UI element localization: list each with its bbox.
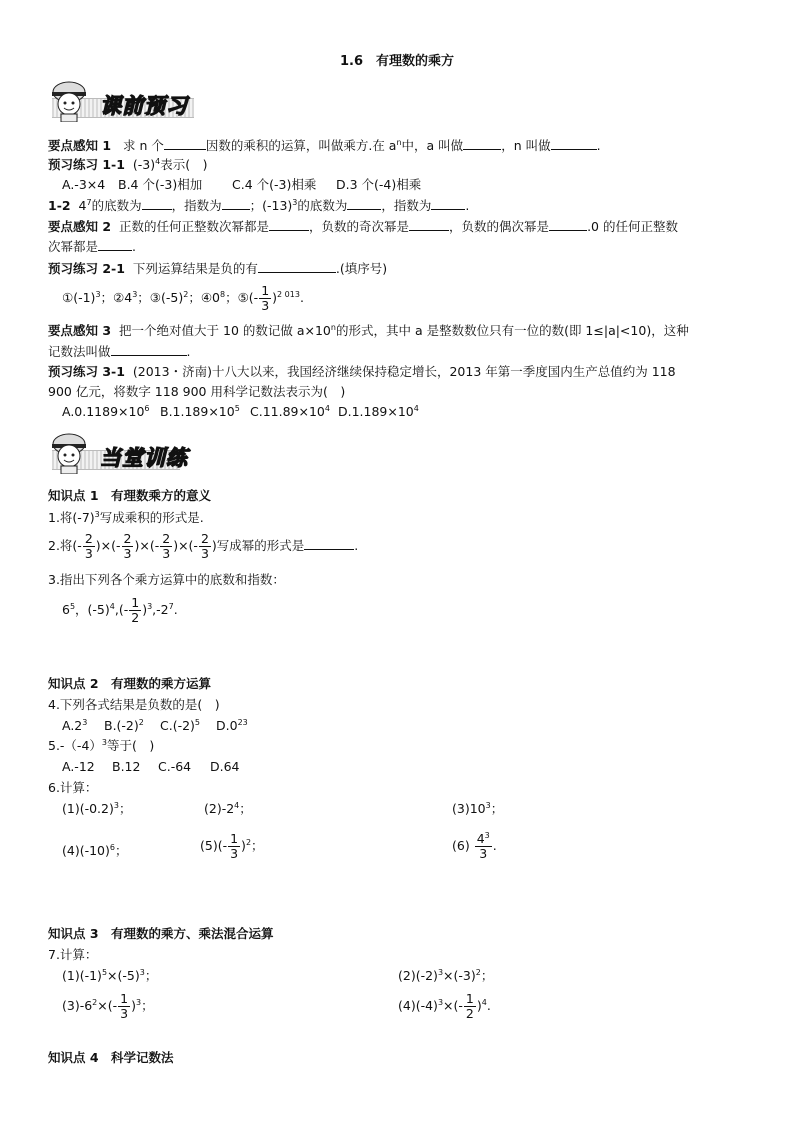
- option-d: D.3 个(-4)相乘: [336, 177, 422, 192]
- option-a: $A.0.1189\times 10^6$: [62, 403, 150, 419]
- preview-exercise-1-2: 1-2 $4^7$的底数为 ，指数为 ；$(-13)^3$的底数为 ，指数为 .: [48, 197, 470, 213]
- question-4: 4.下列各式结果是负数的是( ): [48, 697, 220, 712]
- q6-item-4: $(4)(-10)^6$；: [62, 842, 128, 858]
- banner-classroom: [44, 430, 204, 474]
- preview-exercise-3-1: 预习练习 3-1 (2013・济南)十八大以来，我国经济继续保持稳定增长，2013 年第一季度国内生产总值约为 118: [48, 364, 676, 379]
- cartoon-boy-icon: [44, 78, 94, 122]
- option-c: $C.(-2)^5$: [160, 717, 201, 733]
- option-c: C.-64: [158, 759, 192, 774]
- option-b: $B.1.189\times 10^5$: [160, 403, 240, 419]
- question-6: 6.计算：: [48, 780, 98, 795]
- q7-item-2: $(2)(-2)^3\times(-3)^2$；: [398, 967, 494, 983]
- option-d: $D.0^{23}$: [216, 717, 248, 733]
- option-a: A.-12: [62, 759, 95, 774]
- option-d: $D.1.189\times 10^4$: [338, 403, 419, 419]
- page-title: 1.6 有理数的乘方: [340, 54, 455, 69]
- option-a: $A.2^3$: [62, 717, 88, 733]
- kp4-heading: 知识点 4 科学记数法: [48, 1050, 174, 1065]
- question-2: 2.将(- $\frac{2}{3}$ )×(- $\frac{2}{3}$ )×(- $\frac{2}{3}$ )×(- $\frac{2}{3}$ )写成幂的形式是 .: [48, 531, 359, 561]
- q7-item-4: $(4)(-4)^3\times(-$ $\frac{1}{2}$ )$^4$.: [398, 991, 491, 1021]
- banner-preview-text: 课前预习: [100, 94, 188, 118]
- banner-preview: [44, 78, 204, 122]
- question-7: 7.计算：: [48, 947, 98, 962]
- banner-classroom-text: 当堂训练: [100, 446, 188, 470]
- option-b: B.4 个(-3)相加: [118, 177, 203, 192]
- key-point-2-cont: 次幂都是 .: [48, 239, 136, 254]
- q7-item-3: $(3)-6^2\times(-$ $\frac{1}{3}$ )$^3$；: [62, 991, 154, 1021]
- option-b: B.12: [112, 759, 141, 774]
- option-c: $C.11.89\times 10^4$: [250, 403, 330, 419]
- option-c: C.4 个(-3)相乘: [232, 177, 317, 192]
- q6-item-5: (5)(- $\frac{1}{3}$ )$^2$；: [200, 831, 264, 861]
- q6-item-6: (6) $\frac{4^3}{3}$ .: [452, 830, 497, 861]
- option-a: A.-3×4: [62, 177, 106, 192]
- kp3-heading: 知识点 3 有理数的乘方、乘法混合运算: [48, 926, 274, 941]
- option-d: D.64: [210, 759, 240, 774]
- key-point-2: 要点感知 2 正数的任何正整数次幂都是 ，负数的奇次幂是 ，负数的偶次幂是 .0 的任何正整数: [48, 219, 678, 234]
- q6-item-2: $(2)-2^4$；: [204, 800, 252, 816]
- question-3: 3.指出下列各个乘方运算中的底数和指数：: [48, 572, 285, 587]
- key-point-3-cont: 记数法叫做 .: [48, 344, 191, 359]
- preview-exercise-2-1-items: $①(-1)^3$；$②4^3$；$③(-5)^2$；$④0^8$；⑤(- $\frac{1}{3}$ )$^{2 013}$.: [62, 283, 304, 313]
- question-1: 1.将$(-7)^3$写成乘积的形式是.: [48, 509, 204, 525]
- kp2-heading: 知识点 2 有理数的乘方运算: [48, 676, 212, 691]
- q6-item-3: $(3)10^3$；: [452, 800, 504, 816]
- q6-item-1: $(1)(-0.2)^3$；: [62, 800, 132, 816]
- key-point-3: 要点感知 3 把一个绝对值大于 10 的数记做 $a\times 10^n$的形式，其中 a 是整数数位只有一位的数(即 1≤|a|<10)，这种: [48, 322, 689, 338]
- cartoon-boy-icon: [44, 430, 94, 474]
- question-5: $5.-(-4)^3$等于( ): [48, 737, 155, 753]
- preview-exercise-1-1: 预习练习 1-1 $(-3)^4$表示( ): [48, 156, 208, 172]
- preview-exercise-2-1: 预习练习 2-1 下列运算结果是负的有 .(填序号): [48, 261, 388, 276]
- preview-exercise-3-1-cont: 900 亿元，将数字 118 900 用科学记数法表示为( ): [48, 384, 346, 399]
- key-point-1: 要点感知 1 求 n 个 因数的乘积的运算，叫做乘方.在 $a^n$中，a 叫做 ，n 叫做 .: [48, 137, 601, 153]
- kp1-heading: 知识点 1 有理数乘方的意义: [48, 488, 212, 503]
- question-3-items: $6^5$，$(-5)^4,(-$ $\frac{1}{2}$ )$^3,-2^7$.: [62, 595, 178, 625]
- q7-item-1: $(1)(-1)^5\times(-5)^3$；: [62, 967, 158, 983]
- option-b: $B.(-2)^2$: [104, 717, 144, 733]
